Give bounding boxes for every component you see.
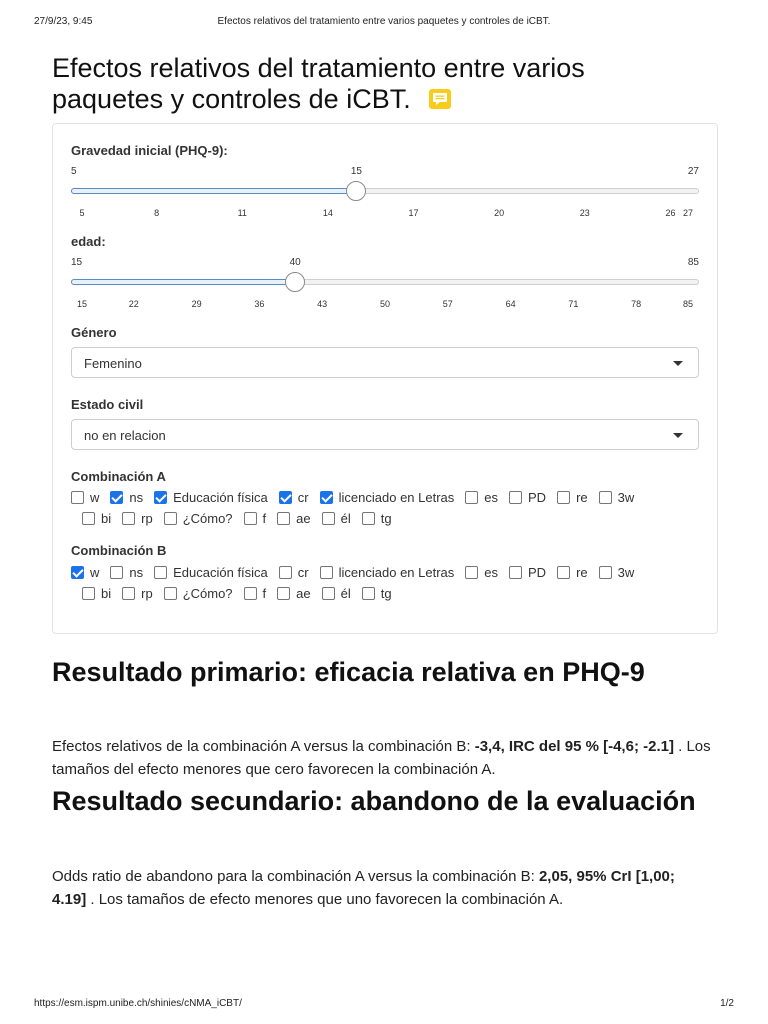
checkbox-checked[interactable] [110, 491, 123, 504]
combo-a-label: Combinación A [71, 469, 166, 484]
age-tick-label: 15 [76, 299, 88, 309]
phq-min-label: 5 [71, 166, 77, 177]
secondary-estimate: 2,05, 95% CrI [1,00; 4.19] [52, 868, 675, 908]
checkbox-label: ns [129, 565, 144, 580]
combo-b-label: Combinación B [71, 543, 167, 558]
phq-tick-label: 20 [494, 208, 505, 218]
checkbox-label: ¿Cómo? [182, 511, 233, 526]
checkbox-checked[interactable] [320, 491, 333, 504]
secondary-text [52, 865, 712, 911]
checkbox-option[interactable] [320, 490, 455, 505]
checkbox-option[interactable] [599, 565, 635, 580]
checkbox-label: ns [129, 490, 144, 505]
phq-value-label: 15 [350, 166, 362, 177]
checkbox-label: cr [297, 490, 309, 505]
phq-tick-label: 23 [579, 208, 590, 218]
checkbox-label: re [576, 565, 588, 580]
checkbox-option[interactable] [465, 490, 498, 505]
checkbox-unchecked[interactable] [244, 587, 257, 600]
age-tick-label: 78 [631, 299, 642, 309]
checkbox-label: rp [141, 586, 153, 601]
combo-b-row-2 [71, 586, 701, 607]
print-footer [34, 998, 734, 1012]
print-page-number: 1/2 [720, 998, 734, 1009]
combo-a-checkboxes [71, 490, 701, 532]
phq-tick-label: 14 [322, 208, 333, 218]
checkbox-label: es [484, 490, 499, 505]
age-min-label: 15 [71, 257, 83, 268]
phq-tick-label: 27 [682, 208, 694, 218]
phq-slider-label: Gravedad inicial (PHQ-9): [71, 143, 228, 158]
checkbox-label: 3w [617, 565, 635, 580]
age-value-label: 40 [289, 257, 301, 268]
phq-tick-label: 26 [665, 208, 676, 218]
checkbox-unchecked[interactable] [82, 512, 95, 525]
age-slider-fill [71, 279, 295, 285]
checkbox-option[interactable] [557, 565, 588, 580]
secondary-text-before: Odds ratio de abandono para la combinación A versus la combinación B: [52, 868, 539, 885]
checkbox-option[interactable] [557, 490, 588, 505]
checkbox-label: tg [380, 511, 392, 526]
checkbox-unchecked[interactable] [465, 491, 478, 504]
chevron-down-icon [673, 433, 683, 438]
checkbox-option[interactable] [164, 586, 233, 601]
checkbox-label: PD [528, 490, 547, 505]
checkbox-unchecked[interactable] [557, 566, 570, 579]
combo-b-checkboxes [71, 565, 701, 607]
checkbox-label: licenciado en Letras [338, 490, 455, 505]
checkbox-unchecked[interactable] [277, 512, 290, 525]
checkbox-unchecked[interactable] [110, 566, 123, 579]
checkbox-option[interactable] [154, 565, 268, 580]
checkbox-option[interactable] [82, 511, 111, 526]
checkbox-label: bi [101, 511, 112, 526]
phq-slider-handle[interactable] [346, 181, 366, 201]
checkbox-unchecked[interactable] [164, 587, 177, 600]
checkbox-option[interactable] [277, 511, 310, 526]
checkbox-unchecked[interactable] [509, 491, 522, 504]
checkbox-option[interactable] [244, 586, 267, 601]
checkbox-label: PD [528, 565, 547, 580]
checkbox-unchecked[interactable] [320, 566, 333, 579]
checkbox-option[interactable] [322, 586, 351, 601]
age-max-label: 85 [687, 257, 699, 268]
checkbox-label: f [262, 586, 267, 601]
age-tick-label: 50 [379, 299, 391, 309]
checkbox-option[interactable] [599, 490, 635, 505]
checkbox-unchecked[interactable] [154, 566, 167, 579]
age-tick-label: 57 [442, 299, 453, 309]
checkbox-unchecked[interactable] [71, 491, 84, 504]
checkbox-option[interactable] [509, 490, 546, 505]
checkbox-label: re [576, 490, 588, 505]
gender-label: Género [71, 325, 117, 340]
chevron-down-icon [673, 361, 683, 366]
checkbox-label: w [90, 490, 100, 505]
checkbox-unchecked[interactable] [279, 566, 292, 579]
primary-estimate: -3,4, IRC del 95 % [-4,6; -2.1] [474, 738, 674, 755]
combo-a-row-2 [71, 511, 701, 532]
age-tick-label: 43 [317, 299, 328, 309]
checkbox-label: Educación física [173, 490, 268, 505]
checkbox-option[interactable] [362, 511, 392, 526]
age-tick-label: 64 [505, 299, 516, 309]
civil-label: Estado civil [71, 397, 144, 412]
checkbox-unchecked[interactable] [244, 512, 257, 525]
checkbox-unchecked[interactable] [122, 512, 135, 525]
checkbox-option[interactable] [110, 565, 143, 580]
checkbox-checked[interactable] [71, 566, 84, 579]
checkbox-option[interactable] [465, 565, 498, 580]
age-slider-handle[interactable] [285, 272, 305, 292]
secondary-text-after: . Los tamaños de efecto menores que uno favorecen la combinación A. [86, 891, 564, 908]
checkbox-unchecked[interactable] [122, 587, 135, 600]
page-title [52, 53, 692, 115]
checkbox-option[interactable] [320, 565, 455, 580]
primary-text [52, 735, 712, 781]
checkbox-unchecked[interactable] [277, 587, 290, 600]
checkbox-option[interactable] [122, 511, 153, 526]
checkbox-option[interactable] [362, 586, 392, 601]
input-panel [52, 123, 718, 634]
age-tick-label: 36 [254, 299, 265, 309]
checkbox-unchecked[interactable] [509, 566, 522, 579]
checkbox-label: ae [296, 586, 311, 601]
phq-tick-label: 8 [154, 208, 160, 218]
phq-tick-label: 11 [237, 208, 247, 218]
checkbox-option[interactable] [279, 565, 309, 580]
age-slider-label: edad: [71, 234, 106, 249]
page-title-text: Efectos relativos del tratamiento entre varios paquetes y controles de iCBT. [52, 53, 585, 114]
checkbox-label: tg [380, 586, 392, 601]
primary-text-before: Efectos relativos de la combinación A versus la combinación B: [52, 738, 475, 755]
checkbox-label: cr [297, 565, 309, 580]
combo-b-row-1 [71, 565, 701, 586]
checkbox-label: él [340, 511, 351, 526]
checkbox-label: Educación física [173, 565, 268, 580]
age-slider-ticks [71, 299, 699, 311]
age-tick-label: 22 [128, 299, 139, 309]
checkbox-option[interactable] [82, 586, 111, 601]
print-date: 27/9/23, 9:45 [34, 16, 93, 27]
checkbox-option[interactable] [279, 490, 309, 505]
checkbox-option[interactable] [322, 511, 351, 526]
checkbox-option[interactable] [244, 511, 267, 526]
checkbox-label: bi [101, 586, 112, 601]
checkbox-label: es [484, 565, 499, 580]
civil-select[interactable] [71, 419, 699, 450]
checkbox-option[interactable] [164, 511, 233, 526]
checkbox-option[interactable] [509, 565, 546, 580]
checkbox-label: él [340, 586, 351, 601]
checkbox-option[interactable] [110, 490, 143, 505]
checkbox-unchecked[interactable] [599, 566, 612, 579]
checkbox-label: w [90, 565, 100, 580]
checkbox-label: 3w [617, 490, 635, 505]
print-doc-title: Efectos relativos del tratamiento entre varios paquetes y controles de iCBT. [217, 16, 551, 27]
phq-tick-label: 17 [408, 208, 419, 218]
age-tick-label: 29 [191, 299, 202, 309]
checkbox-unchecked[interactable] [322, 512, 335, 525]
checkbox-option[interactable] [71, 490, 99, 505]
checkbox-label: ¿Cómo? [182, 586, 233, 601]
gender-select-value: Femenino [84, 356, 142, 371]
gender-select[interactable] [71, 347, 699, 378]
combo-a-row-1 [71, 490, 701, 511]
checkbox-checked[interactable] [154, 491, 167, 504]
age-tick-label: 85 [682, 299, 694, 309]
checkbox-label: rp [141, 511, 153, 526]
checkbox-option[interactable] [154, 490, 268, 505]
phq-slider-fill [71, 188, 356, 194]
checkbox-checked[interactable] [279, 491, 292, 504]
age-tick-label: 71 [568, 299, 579, 309]
checkbox-option[interactable] [277, 586, 310, 601]
checkbox-unchecked[interactable] [164, 512, 177, 525]
print-url: https://esm.ispm.unibe.ch/shinies/cNMA_iCBT/ [34, 998, 242, 1009]
checkbox-label: ae [296, 511, 311, 526]
age-slider[interactable] [71, 257, 699, 317]
phq-slider[interactable] [71, 166, 699, 226]
primary-text-after: . Los tamaños del efecto menores que cero favorecen la combinación A. [52, 738, 711, 778]
comment-icon[interactable] [429, 89, 451, 109]
checkbox-unchecked[interactable] [322, 587, 335, 600]
checkbox-unchecked[interactable] [362, 512, 375, 525]
checkbox-unchecked[interactable] [599, 491, 612, 504]
primary-heading: Resultado primario: eficacia relativa en PHQ-9 [52, 657, 645, 687]
checkbox-unchecked[interactable] [82, 587, 95, 600]
phq-tick-label: 5 [79, 208, 85, 218]
checkbox-unchecked[interactable] [557, 491, 570, 504]
phq-max-label: 27 [687, 166, 699, 177]
checkbox-unchecked[interactable] [465, 566, 478, 579]
checkbox-label: licenciado en Letras [338, 565, 455, 580]
checkbox-option[interactable] [71, 565, 99, 580]
print-header [34, 16, 734, 30]
checkbox-label: f [262, 511, 267, 526]
secondary-heading: Resultado secundario: abandono de la evaluación [52, 786, 696, 816]
phq-slider-ticks [71, 208, 699, 220]
civil-select-value: no en relacion [84, 428, 166, 443]
checkbox-unchecked[interactable] [362, 587, 375, 600]
checkbox-option[interactable] [122, 586, 153, 601]
